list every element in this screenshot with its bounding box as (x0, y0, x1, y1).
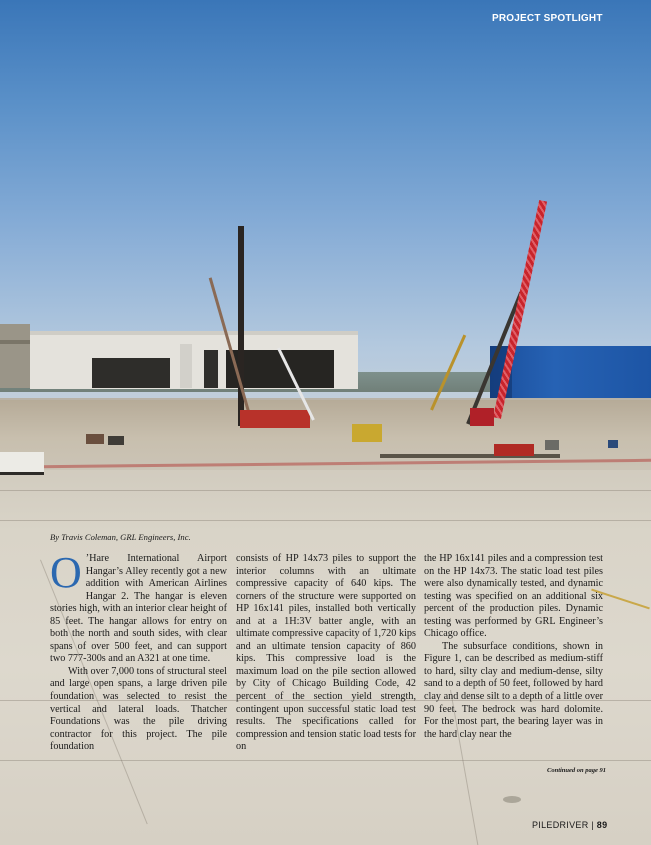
equipment-small (545, 440, 559, 450)
crane-body-red (240, 410, 310, 428)
hangar-open-door-left (92, 358, 170, 388)
article-column-3 (424, 553, 603, 741)
footer-separator: | (591, 820, 594, 830)
magazine-name: PILEDRIVER (532, 820, 589, 830)
paragraph: the HP 16x141 piles and a compression test on the HP 14x73. The static load test piles were also dynamically tested, and dynamic testing was specified on an additional six percent of the production piles. Dynamic testing was performed by GRL Engineer’s Chicago office. (424, 553, 603, 640)
section-header: PROJECT SPOTLIGHT (492, 13, 603, 24)
crane-body-yellow (352, 424, 382, 442)
left-building-band (0, 340, 30, 344)
paragraph: consists of HP 14x73 piles to support the interior columns with an ultimate compressive capacity of 640 kips. The corners of the structure were supported on HP 16x141 piles, installed both vertically and at a 1H:3V batter angle, with an ultimate compressive capacity of 1,720 kips and an ultimate tension capacity of 860 kips. This compressive load is the maximum load on the pile section allowed by City of Chicago Building Code, 42 percent of the section yield strength, contingent upon successful static load test results. The specifications called for compression and tension static load tests for on (236, 553, 416, 753)
paragraph: With over 7,000 tons of structural steel and large open spans, a large driven pile foundation was selected to resist the vertical and lateral loads. Thatcher Foundations was the pile driving contractor for this project. The pile foundation (50, 665, 227, 753)
white-hangar-roofline (30, 331, 358, 335)
drop-cap: O (50, 548, 82, 597)
crane-body-red-right (470, 408, 494, 426)
white-truck (0, 452, 44, 475)
paragraph-text: ’Hare International Airport Hangar’s Alley recently got a new addition with American Airlines Hangar 2. The hangar is eleven stories high, with an interior clear height of 85 feet. The hangar allows for entry on both the north and south sides, with clear spans of over 500 feet, and can support two 777-300s and an A321 at one time. (50, 553, 227, 665)
left-building (0, 324, 30, 388)
paragraph: The subsurface conditions, shown in Figure 1, can be described as medium-stiff to hard, silty clay and medium-dense, silty sand to a depth of 50 feet, followed by hard clay and dense silt to a depth of a little over 90 feet. The bedrock was hard dolomite. For the most part, the bearing layer was in the hard clay near the (424, 640, 603, 740)
slab-joint (0, 520, 651, 521)
page-footer (532, 820, 607, 830)
equipment-small (608, 440, 618, 448)
page-number: 89 (596, 820, 608, 830)
equipment-small (108, 436, 124, 445)
paragraph (50, 548, 227, 666)
byline: By Travis Coleman, GRL Engineers, Inc. (50, 532, 191, 542)
hangar-pillar (180, 344, 192, 388)
slab-joint (0, 490, 651, 491)
article-column-2 (236, 553, 416, 754)
hangar-pillar-2 (204, 350, 218, 388)
article-column-1 (50, 548, 227, 754)
continued-note: Continued on page 91 (547, 767, 607, 774)
red-pickup-truck (494, 444, 534, 456)
slab-joint (0, 760, 651, 761)
equipment-small (86, 434, 104, 444)
tarmac-stain (503, 796, 521, 803)
